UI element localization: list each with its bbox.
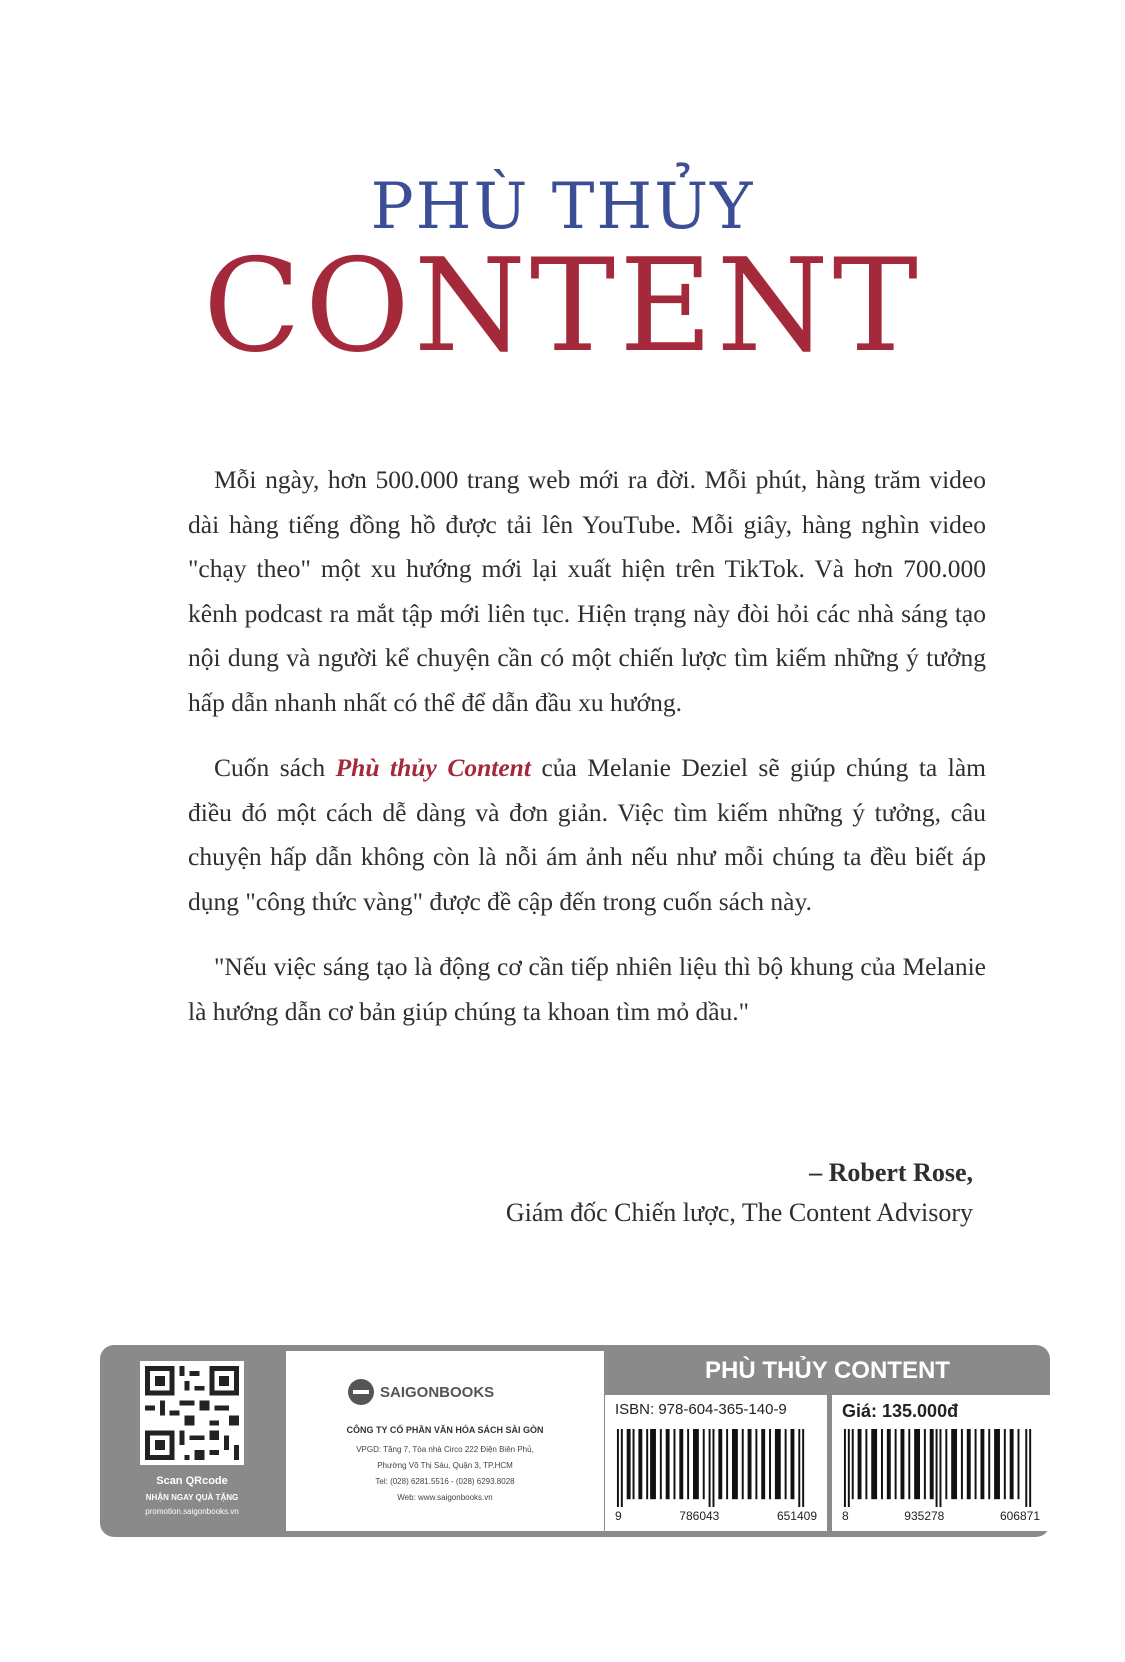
publisher-phone: Tel: (028) 6281.5516 - (028) 6293.8028 bbox=[375, 1477, 515, 1486]
publisher-web: Web: www.saigonbooks.vn bbox=[397, 1493, 493, 1502]
price-label: Giá: 135.000đ bbox=[842, 1401, 959, 1421]
publisher-logo-text: SAIGONBOOKS bbox=[380, 1383, 495, 1401]
publisher-address-1: VPGD: Tầng 7, Tòa nhà Circo 222 Điện Biên Phủ, bbox=[356, 1445, 534, 1454]
book-title-inline: Phù thủy Content bbox=[335, 753, 531, 782]
publisher-section bbox=[286, 1351, 604, 1531]
qr-subcaption: NHẬN NGAY QUÀ TẶNG bbox=[145, 1493, 239, 1502]
attribution-name: – Robert Rose, bbox=[809, 1158, 973, 1187]
price-digit-right: 606871 bbox=[999, 1509, 1040, 1523]
p2-after: của Melanie Deziel sẽ giúp chúng ta làm điều đó một cách dễ dàng và đơn giản. Việc tìm kiếm những ý tưởng, câu chuyện hấp dẫn không còn là nỗi ám ảnh nếu như mỗi chúng ta đều biết áp dụng "công thức vàng" được đề cập đến trong cuốn sách này. bbox=[188, 753, 986, 916]
isbn-barcode bbox=[615, 1429, 810, 1507]
saigonbooks-logo-icon bbox=[348, 1379, 374, 1405]
price-barcode bbox=[842, 1429, 1037, 1507]
qr-caption: Scan QRcode bbox=[156, 1475, 228, 1487]
title-main: CONTENT bbox=[202, 232, 923, 381]
isbn-digit-right: 651409 bbox=[776, 1509, 817, 1523]
footer-panel bbox=[100, 1345, 1050, 1537]
title-top: PHÙ THỦY bbox=[370, 170, 755, 244]
publisher-address-2: Phường Võ Thị Sáu, Quận 3, TP.HCM bbox=[377, 1461, 513, 1470]
price-digit-mid: 935278 bbox=[904, 1509, 945, 1523]
price-section bbox=[605, 1345, 1050, 1537]
blurb-quote: "Nếu việc sáng tạo là động cơ cần tiếp nhiên liệu thì bộ khung của Melanie là hướng dẫn cơ bản giúp chúng ta khoan tìm mỏ dầu." bbox=[188, 952, 986, 1026]
publisher-name: CÔNG TY CỔ PHẦN VĂN HÓA SÁCH SÀI GÒN bbox=[346, 1425, 544, 1435]
isbn-box bbox=[605, 1395, 827, 1531]
p2-before: Cuốn sách bbox=[214, 753, 336, 782]
price-digit-left: 8 bbox=[842, 1509, 849, 1523]
price-digits bbox=[842, 1509, 1040, 1523]
qr-section bbox=[100, 1345, 284, 1537]
attribution-role: Giám đốc Chiến lược, The Content Advisory bbox=[505, 1198, 973, 1227]
isbn-digit-left: 9 bbox=[615, 1509, 622, 1523]
qr-code-icon[interactable] bbox=[140, 1361, 244, 1465]
blurb-paragraph-2 bbox=[188, 746, 986, 924]
isbn-label: ISBN: 978-604-365-140-9 bbox=[615, 1401, 787, 1418]
price-box bbox=[832, 1395, 1050, 1531]
qr-url: promotion.saigonbooks.vn bbox=[145, 1507, 239, 1516]
blurb bbox=[188, 458, 986, 1055]
publisher-logo bbox=[348, 1379, 494, 1405]
blurb-paragraph-1: Mỗi ngày, hơn 500.000 trang web mới ra đời. Mỗi phút, hàng trăm video dài hàng tiếng đồng hồ được tải lên YouTube. Mỗi giây, hàng nghìn video "chạy theo" một xu hướng mới lại xuất hiện trên TikTok. Và hơn 700.000 kênh podcast ra mắt tập mới liên tục. Hiện trạng này đòi hỏi các nhà sáng tạo nội dung và người kể chuyện cần có một chiến lược tìm kiếm những ý tưởng hấp dẫn nhanh nhất có thể để dẫn đầu xu hướng. bbox=[188, 465, 986, 717]
isbn-digits bbox=[615, 1509, 817, 1523]
isbn-digit-mid: 786043 bbox=[679, 1509, 720, 1523]
book-title-banner: PHÙ THỦY CONTENT bbox=[705, 1357, 950, 1384]
